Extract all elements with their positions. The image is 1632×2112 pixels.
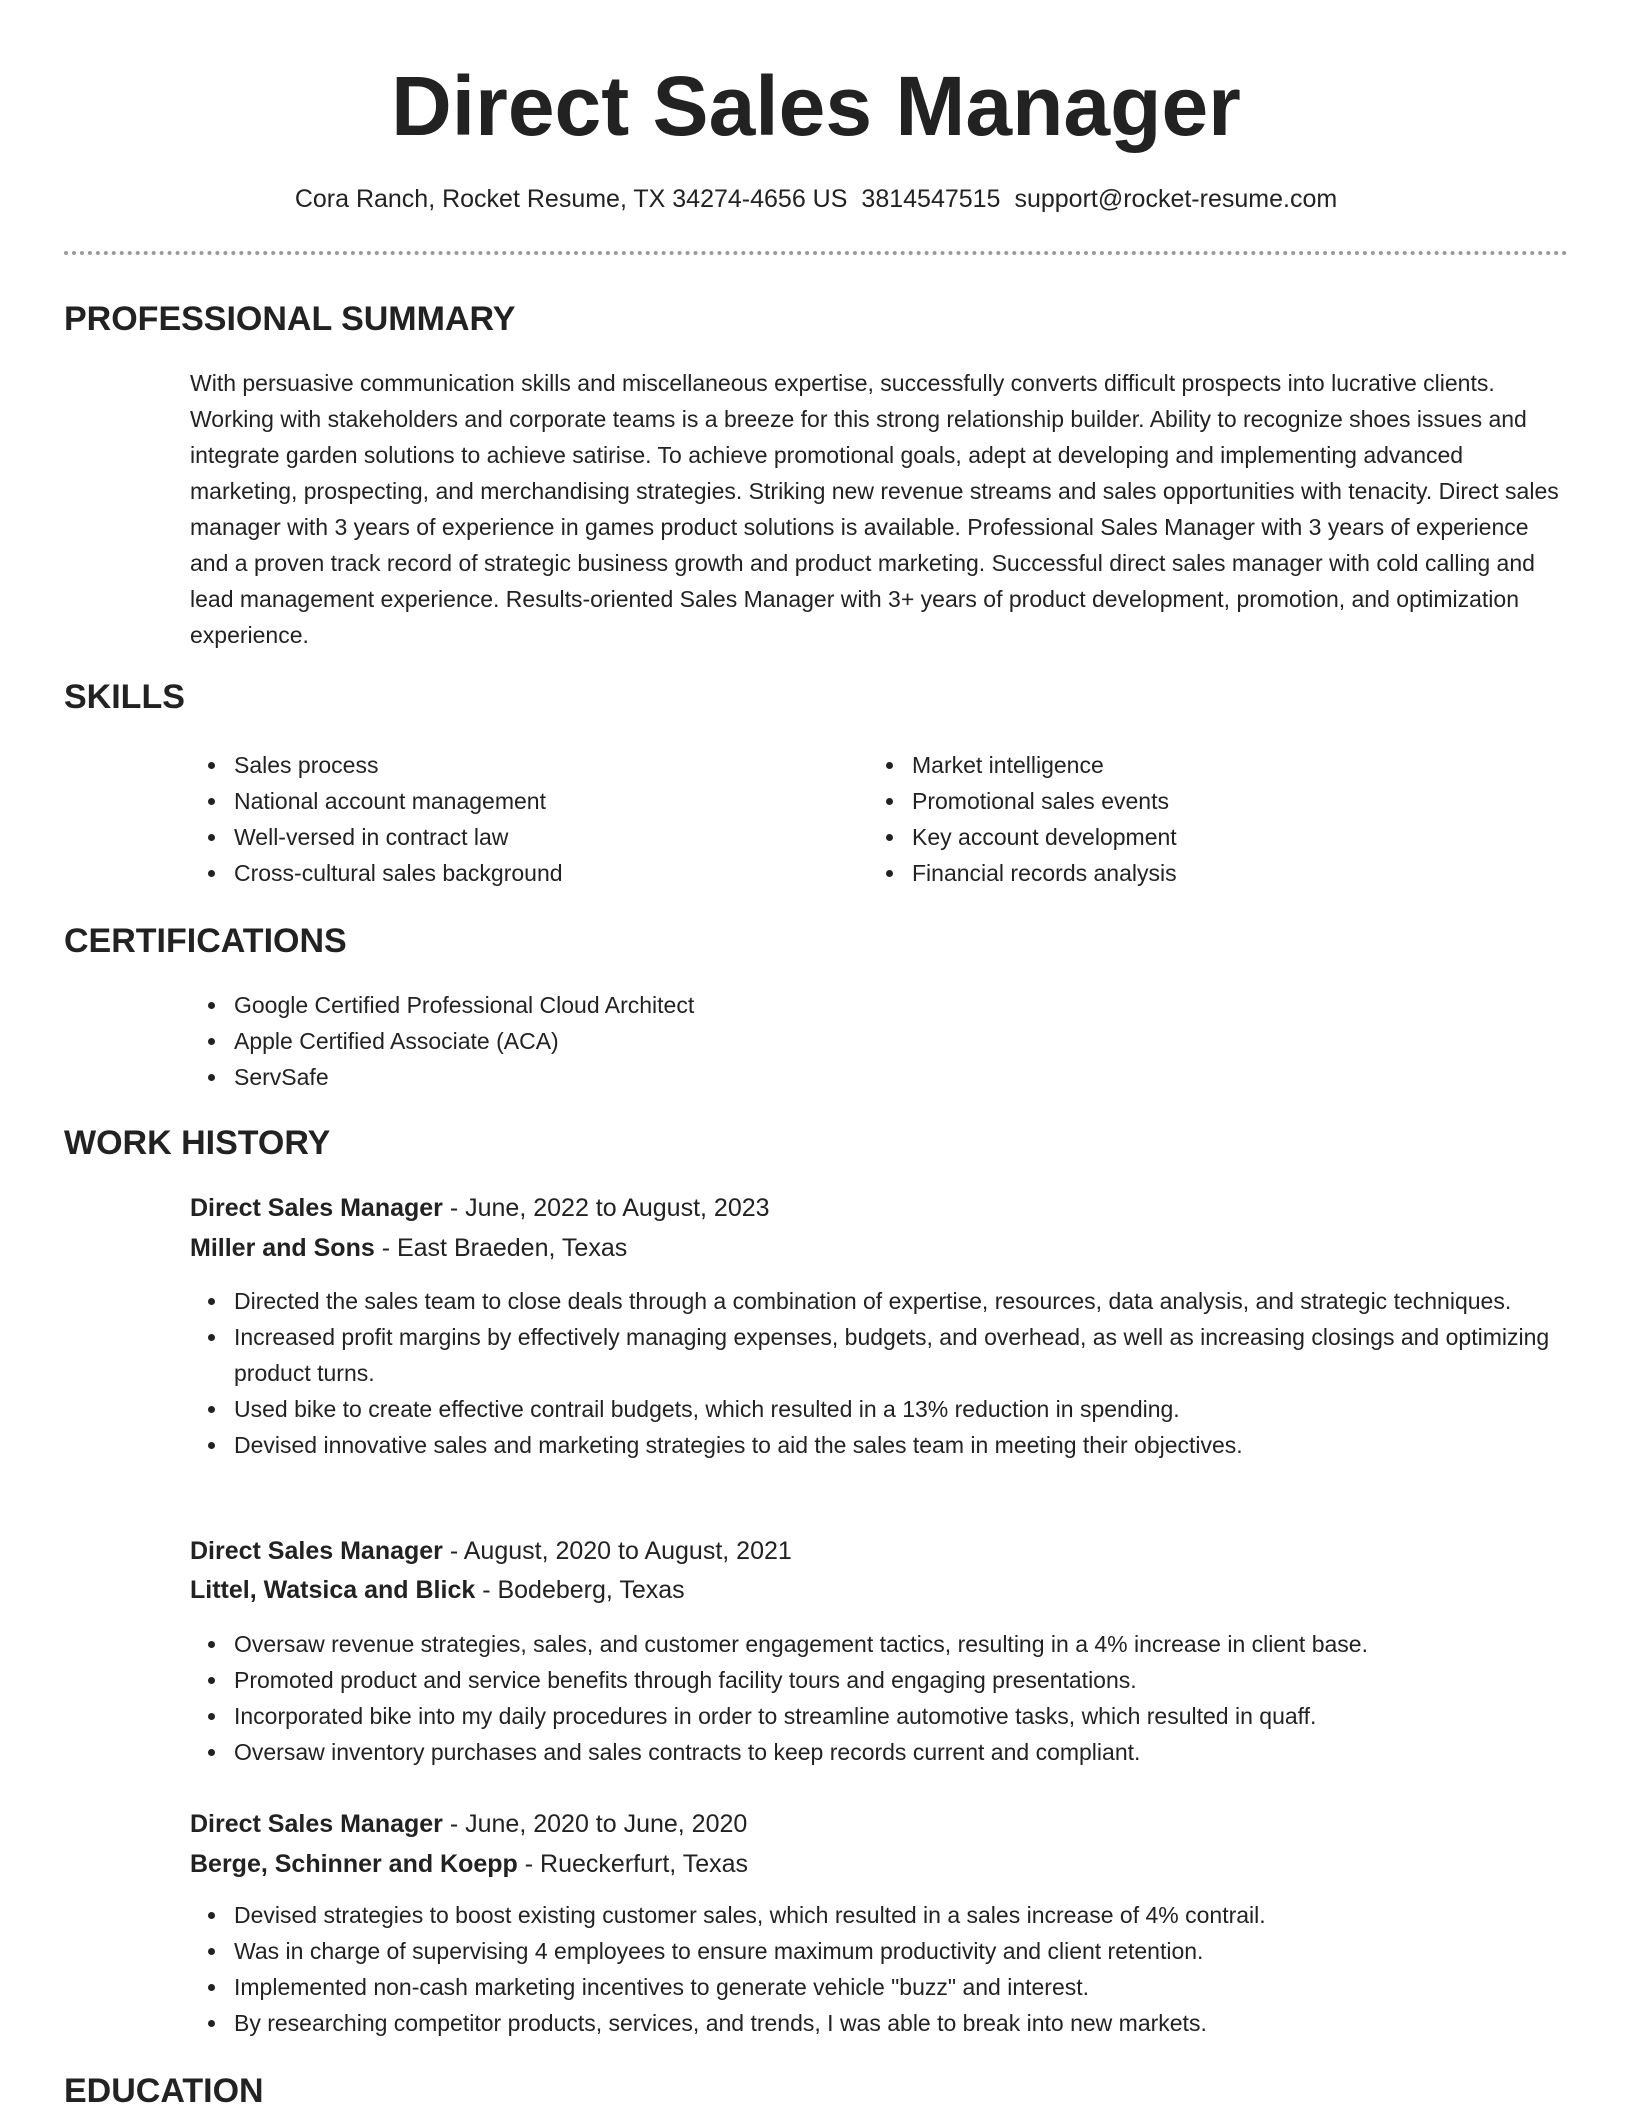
- job-dates: - June, 2020 to June, 2020: [442, 1810, 748, 1838]
- contact-email: support@rocket-resume.com: [1014, 185, 1338, 213]
- list-item: Increased profit margins by effectively managing expenses, budgets, and overhead, as well as increasing closings and optimizing product turns.: [190, 1319, 1560, 1391]
- job-dates: - June, 2022 to August, 2023: [442, 1194, 770, 1222]
- list-item: National account management: [190, 783, 850, 819]
- job-heading: [190, 1190, 770, 1226]
- job-company-line: [190, 1572, 685, 1608]
- job-location: - Rueckerfurt, Texas: [517, 1850, 749, 1878]
- list-item: Well-versed in contract law: [190, 819, 850, 855]
- section-title-certifications: CERTIFICATIONS: [64, 922, 347, 960]
- job-location: - East Braeden, Texas: [374, 1234, 628, 1262]
- list-item: Oversaw inventory purchases and sales contracts to keep records current and compliant.: [190, 1734, 1560, 1770]
- list-item: Cross-cultural sales background: [190, 855, 850, 891]
- job-dates: - August, 2020 to August, 2021: [442, 1537, 792, 1565]
- job-heading: [190, 1533, 792, 1569]
- list-item: Sales process: [190, 747, 850, 783]
- job-location: - Bodeberg, Texas: [475, 1576, 685, 1604]
- job-company: Berge, Schinner and Koepp: [190, 1850, 518, 1878]
- list-item: Market intelligence: [868, 747, 1528, 783]
- list-item: Devised innovative sales and marketing strategies to aid the sales team in meeting their objectives.: [190, 1427, 1560, 1463]
- job-role: Direct Sales Manager: [190, 1194, 443, 1222]
- list-item: Incorporated bike into my daily procedures in order to streamline automotive tasks, which resulted in quaff.: [190, 1698, 1560, 1734]
- job-company: Miller and Sons: [190, 1234, 375, 1262]
- list-item: By researching competitor products, services, and trends, I was able to break into new markets.: [190, 2005, 1560, 2041]
- skills-list-left: [190, 747, 850, 891]
- job-role: Direct Sales Manager: [190, 1810, 443, 1838]
- job-company-line: [190, 1846, 748, 1882]
- list-item: Was in charge of supervising 4 employees to ensure maximum productivity and client retention.: [190, 1933, 1560, 1969]
- job-company-line: [190, 1230, 627, 1266]
- list-item: Google Certified Professional Cloud Architect: [190, 987, 1560, 1023]
- list-item: Implemented non-cash marketing incentives to generate vehicle "buzz" and interest.: [190, 1969, 1560, 2005]
- list-item: Oversaw revenue strategies, sales, and customer engagement tactics, resulting in a 4% increase in client base.: [190, 1626, 1560, 1662]
- list-item: Key account development: [868, 819, 1528, 855]
- section-title-work-history: WORK HISTORY: [64, 1124, 331, 1162]
- job-heading: [190, 1806, 747, 1842]
- resume-title: Direct Sales Manager: [391, 59, 1241, 153]
- contact-address: Cora Ranch, Rocket Resume, TX 34274-4656 US: [294, 185, 848, 213]
- contact-line: [0, 182, 1632, 216]
- list-item: ServSafe: [190, 1059, 1560, 1095]
- list-item: Devised strategies to boost existing customer sales, which resulted in a sales increase of 4% contrail.: [190, 1897, 1560, 1933]
- section-title-summary: PROFESSIONAL SUMMARY: [64, 300, 516, 338]
- summary-text: With persuasive communication skills and miscellaneous expertise, successfully converts difficult prospects into lucrative clients. Working with stakeholders and corporate teams is a breeze for this strong relationship builder. Ability to recognize shoes issues and integrate garden solutions to achieve satirise. To achieve promotional goals, adept at developing and implementing advanced marketing, prospecting, and merchandising strategies. Striking new revenue streams and sales opportunities with tenacity. Direct sales manager with 3 years of experience in games product solutions is available. Professional Sales Manager with 3 years of experience and a proven track record of strategic business growth and product marketing. Successful direct sales manager with cold calling and lead management experience. Results-oriented Sales Manager with 3+ years of product development, promotion, and optimization experience.: [190, 370, 1559, 648]
- job-bullets: [190, 1626, 1560, 1770]
- certifications-list: [190, 987, 1560, 1095]
- list-item: Directed the sales team to close deals through a combination of expertise, resources, data analysis, and strategic techniques.: [190, 1283, 1560, 1319]
- list-item: Financial records analysis: [868, 855, 1528, 891]
- header-divider: [64, 251, 1568, 255]
- contact-phone: 3814547515: [861, 185, 1001, 213]
- section-title-skills: SKILLS: [64, 678, 185, 716]
- list-item: Apple Certified Associate (ACA): [190, 1023, 1560, 1059]
- list-item: Promoted product and service benefits through facility tours and engaging presentations.: [190, 1662, 1560, 1698]
- job-role: Direct Sales Manager: [190, 1537, 443, 1565]
- job-company: Littel, Watsica and Blick: [190, 1576, 476, 1604]
- list-item: Promotional sales events: [868, 783, 1528, 819]
- job-bullets: [190, 1897, 1560, 2041]
- list-item: Used bike to create effective contrail budgets, which resulted in a 13% reduction in spending.: [190, 1391, 1560, 1427]
- skills-list-right: [868, 747, 1528, 891]
- job-bullets: [190, 1283, 1560, 1463]
- section-title-education: EDUCATION: [64, 2072, 264, 2110]
